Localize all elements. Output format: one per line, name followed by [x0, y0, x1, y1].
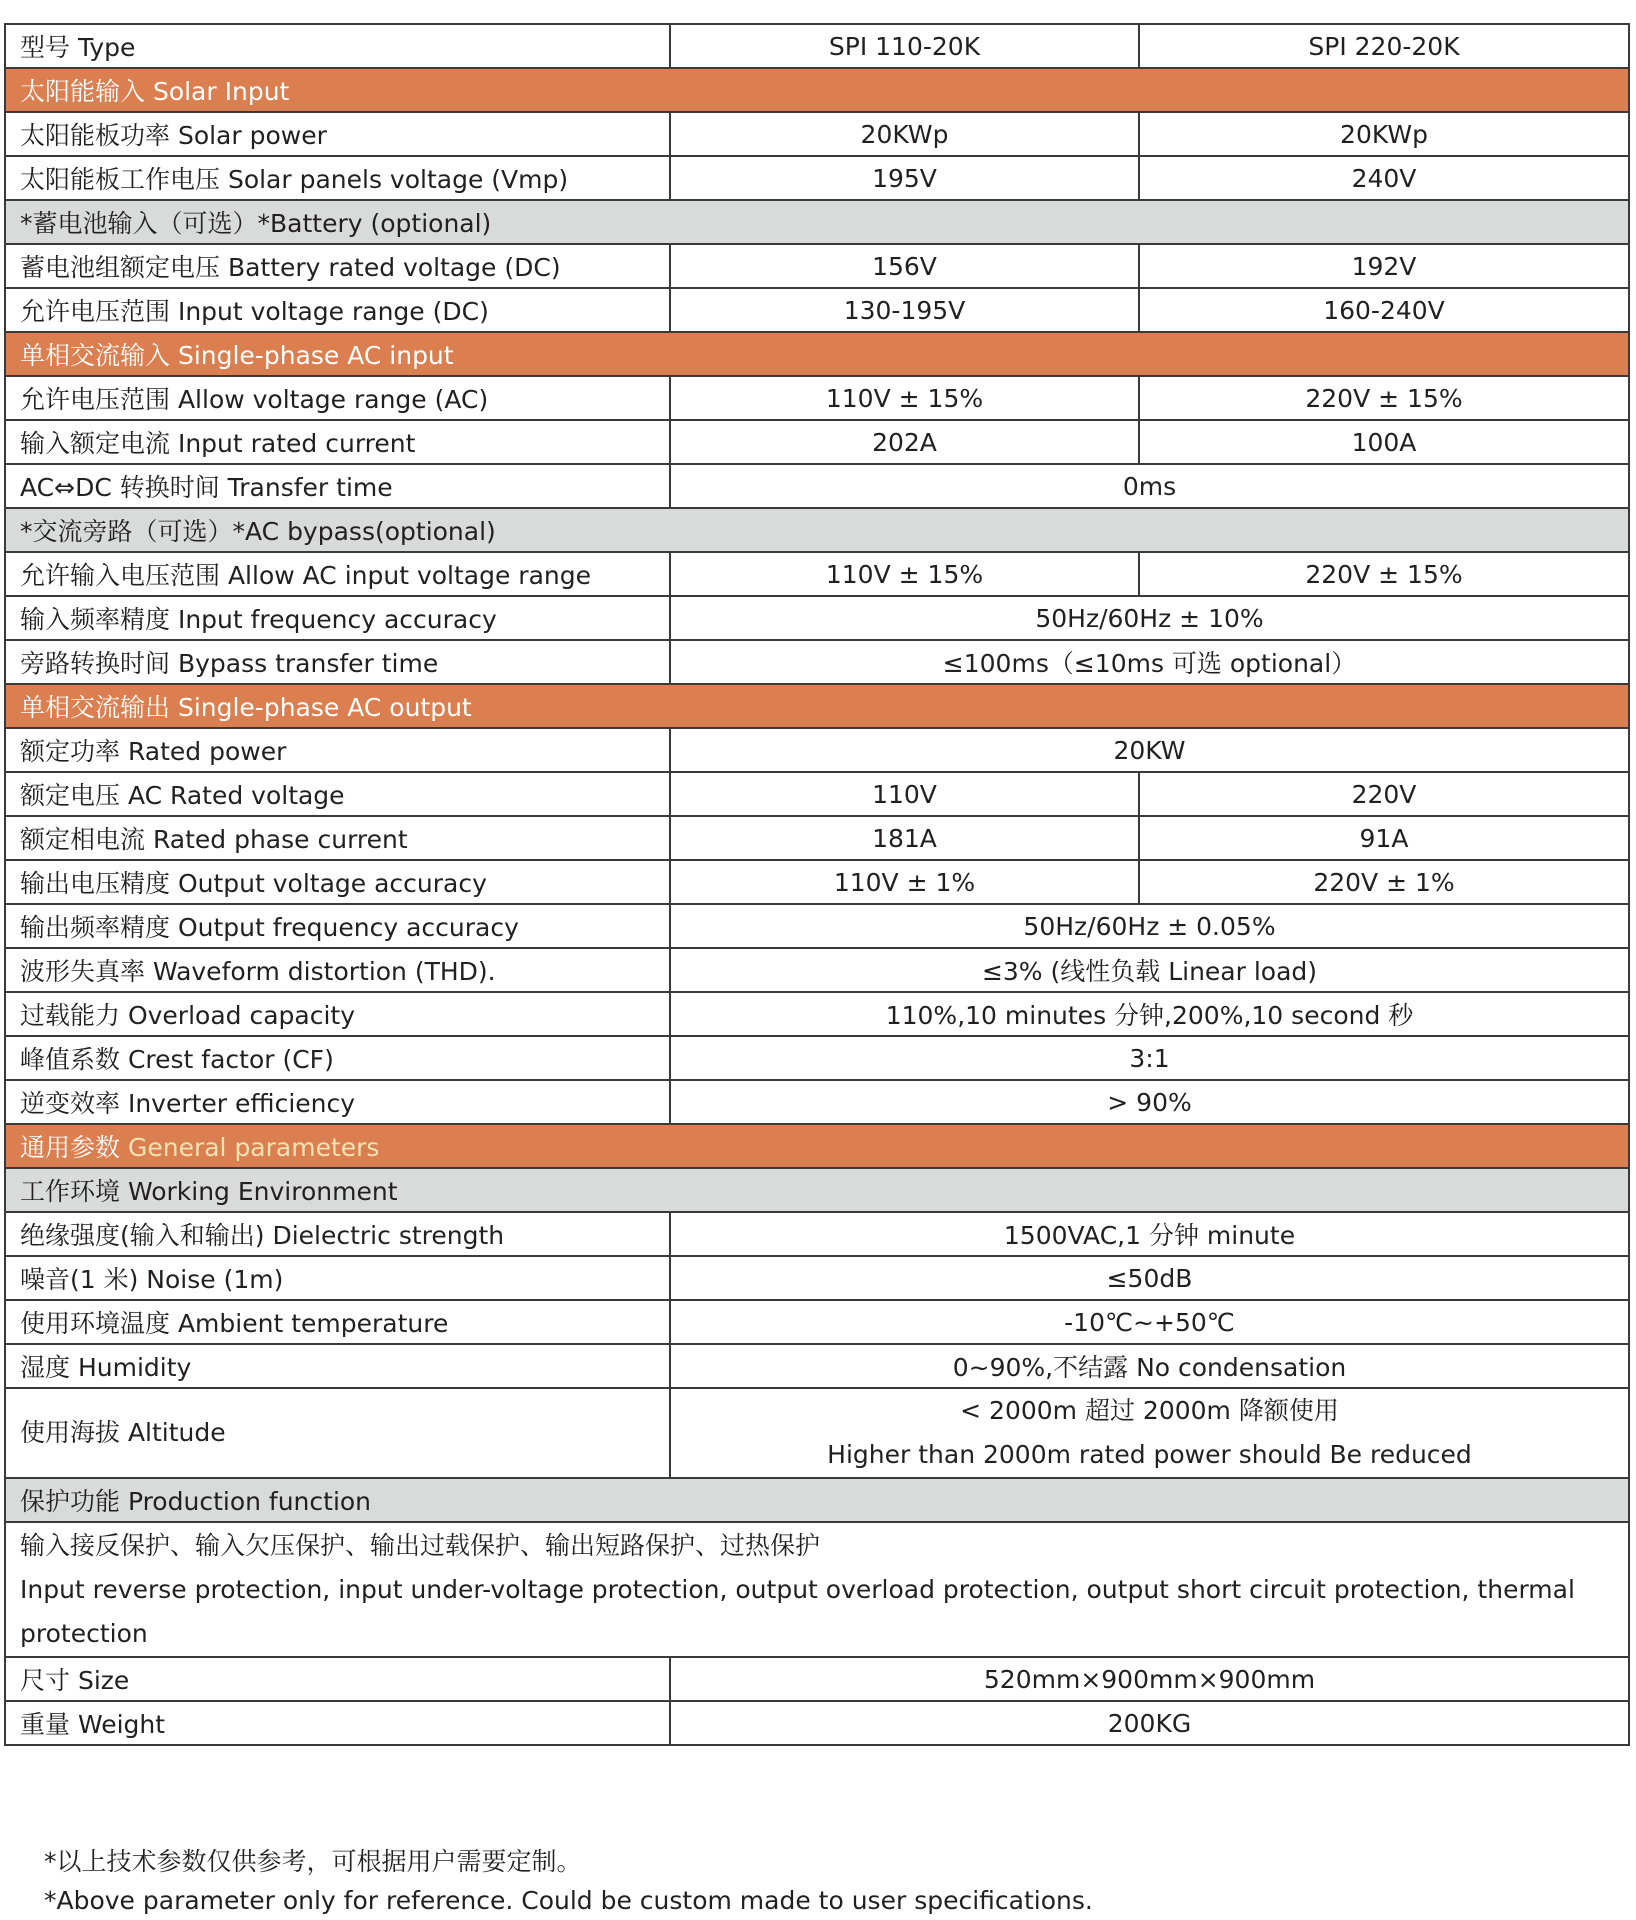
table-row — [5, 1212, 1629, 1256]
spec-table — [4, 23, 1630, 1746]
section-label-cn: 单相交流输出 Single-phase AC output — [20, 693, 472, 722]
section-label-cn: 保护功能 Production function — [20, 1487, 372, 1516]
row-label: 尺寸 Size — [5, 1657, 670, 1701]
row-label: 额定电压 AC Rated voltage — [5, 772, 670, 816]
section-label-cn: 太阳能输入 Solar Input — [20, 77, 290, 106]
value-model-2: 160-240V — [1139, 288, 1629, 332]
table-row — [5, 1036, 1629, 1080]
value-merged: 3:1 — [670, 1036, 1629, 1080]
table-row — [5, 1344, 1629, 1388]
table-row — [5, 860, 1629, 904]
table-row — [5, 1080, 1629, 1124]
protection-text: Input reverse protection, input under-voltage protection, output overload protection, output short circuit protection, thermal protection — [20, 1574, 1575, 1648]
row-label: AC⇔DC 转换时间 Transfer time — [5, 464, 670, 508]
value-merged: -10℃~+50℃ — [670, 1300, 1629, 1344]
model-1: SPI 110-20K — [670, 24, 1139, 68]
row-label: 蓄电池组额定电压 Battery rated voltage (DC) — [5, 244, 670, 288]
row-label: 逆变效率 Inverter efficiency — [5, 1080, 670, 1124]
section-label — [5, 684, 1629, 728]
row-label: 允许电压范围 Input voltage range (DC) — [5, 288, 670, 332]
row-label: 允许输入电压范围 Allow AC input voltage range — [5, 552, 670, 596]
value-model-2: 20KWp — [1139, 112, 1629, 156]
type-label: 型号 Type — [5, 24, 670, 68]
value-model-2: 220V ± 15% — [1139, 376, 1629, 420]
value-model-1: 110V ± 1% — [670, 860, 1139, 904]
value-merged: 1500VAC,1 分钟 minute — [670, 1212, 1629, 1256]
row-label: 输入额定电流 Input rated current — [5, 420, 670, 464]
section-label-en: General parameters — [127, 1133, 380, 1162]
row-label: 过载能力 Overload capacity — [5, 992, 670, 1036]
section-label-cn: 工作环境 Working Environment — [20, 1177, 398, 1206]
row-label: 允许电压范围 Allow voltage range (AC) — [5, 376, 670, 420]
table-row — [5, 1657, 1629, 1701]
table-row — [5, 244, 1629, 288]
value-merged: ≤100ms（≤10ms 可选 optional） — [670, 640, 1629, 684]
row-label: 旁路转换时间 Bypass transfer time — [5, 640, 670, 684]
value-model-1: 20KWp — [670, 112, 1139, 156]
value-model-2: 91A — [1139, 816, 1629, 860]
value-model-2: 220V ± 15% — [1139, 552, 1629, 596]
subsection-header — [5, 508, 1629, 552]
table-row — [5, 1701, 1629, 1745]
value-merged: 50Hz/60Hz ± 10% — [670, 596, 1629, 640]
row-label: 噪音(1 米) Noise (1m) — [5, 1256, 670, 1300]
section-label-cn: 单相交流输入 Single-phase AC input — [20, 341, 454, 370]
value-model-1: 130-195V — [670, 288, 1139, 332]
table-row — [5, 288, 1629, 332]
value-model-2: 220V ± 1% — [1139, 860, 1629, 904]
value-merged: 0~90%,不结露 No condensation — [670, 1344, 1629, 1388]
table-row — [5, 464, 1629, 508]
value-merged: ≤50dB — [670, 1256, 1629, 1300]
table-row — [5, 1300, 1629, 1344]
value-model-1: 181A — [670, 816, 1139, 860]
section-label-cn: 通用参数 — [20, 1133, 121, 1162]
section-header — [5, 68, 1629, 112]
value-merged: 200KG — [670, 1701, 1629, 1745]
section-label-cn: *蓄电池输入（可选）*Battery (optional) — [20, 209, 492, 238]
section-header — [5, 1124, 1629, 1168]
section-label-cn: *交流旁路（可选）*AC bypass(optional) — [20, 517, 496, 546]
row-label: 波形失真率 Waveform distortion (THD). — [5, 948, 670, 992]
protection-cell — [5, 1522, 1629, 1657]
section-label — [5, 68, 1629, 112]
table-row — [5, 992, 1629, 1036]
footnote-en: *Above parameter only for reference. Could be custom made to user specifications. — [44, 1886, 1093, 1915]
row-label: 输出频率精度 Output frequency accuracy — [5, 904, 670, 948]
value-model-2: 240V — [1139, 156, 1629, 200]
footnote-cn: *以上技术参数仅供参考，可根据用户需要定制。 — [44, 1847, 582, 1876]
row-label: 太阳能板功率 Solar power — [5, 112, 670, 156]
value-merged: 0ms — [670, 464, 1629, 508]
row-label: 湿度 Humidity — [5, 1344, 670, 1388]
table-row — [5, 112, 1629, 156]
table-row — [5, 728, 1629, 772]
row-label: 额定功率 Rated power — [5, 728, 670, 772]
table-row — [5, 420, 1629, 464]
section-label — [5, 200, 1629, 244]
value-model-1: 195V — [670, 156, 1139, 200]
section-label — [5, 332, 1629, 376]
subsection-header — [5, 200, 1629, 244]
value-merged: 110%,10 minutes 分钟,200%,10 second 秒 — [670, 992, 1629, 1036]
table-row — [5, 596, 1629, 640]
section-header — [5, 684, 1629, 728]
table-row — [5, 948, 1629, 992]
table-row — [5, 1388, 1629, 1478]
value-merged: 520mm×900mm×900mm — [670, 1657, 1629, 1701]
row-label: 使用环境温度 Ambient temperature — [5, 1300, 670, 1344]
value-model-1: 202A — [670, 420, 1139, 464]
row-label: 额定相电流 Rated phase current — [5, 816, 670, 860]
table-row — [5, 376, 1629, 420]
value-merged: 20KW — [670, 728, 1629, 772]
table-row — [5, 904, 1629, 948]
section-label — [5, 1168, 1629, 1212]
value-merged — [670, 1388, 1629, 1478]
value-model-1: 156V — [670, 244, 1139, 288]
value-merged: > 90% — [670, 1080, 1629, 1124]
value-line: Higher than 2000m rated power should Be reduced — [827, 1440, 1472, 1469]
protection-text: 输入接反保护、输入欠压保护、输出过载保护、输出短路保护、过热保护 — [20, 1530, 821, 1560]
value-model-2: 192V — [1139, 244, 1629, 288]
value-model-2: 220V — [1139, 772, 1629, 816]
table-row — [5, 772, 1629, 816]
row-label: 输出电压精度 Output voltage accuracy — [5, 860, 670, 904]
value-line: < 2000m 超过 2000m 降额使用 — [960, 1396, 1339, 1425]
section-label — [5, 1124, 1629, 1168]
table-row — [5, 640, 1629, 684]
row-label: 太阳能板工作电压 Solar panels voltage (Vmp) — [5, 156, 670, 200]
table-row — [5, 1256, 1629, 1300]
row-label: 峰值系数 Crest factor (CF) — [5, 1036, 670, 1080]
table-row — [5, 156, 1629, 200]
section-label — [5, 508, 1629, 552]
section-label — [5, 1478, 1629, 1522]
model-2: SPI 220-20K — [1139, 24, 1629, 68]
subsection-header — [5, 1168, 1629, 1212]
table-row — [5, 816, 1629, 860]
value-merged: 50Hz/60Hz ± 0.05% — [670, 904, 1629, 948]
subsection-header — [5, 1478, 1629, 1522]
section-header — [5, 332, 1629, 376]
protection-row — [5, 1522, 1629, 1657]
row-label: 绝缘强度(输入和输出) Dielectric strength — [5, 1212, 670, 1256]
table-row — [5, 552, 1629, 596]
header-row — [5, 24, 1629, 68]
value-model-1: 110V — [670, 772, 1139, 816]
value-model-1: 110V ± 15% — [670, 552, 1139, 596]
row-label: 重量 Weight — [5, 1701, 670, 1745]
value-model-1: 110V ± 15% — [670, 376, 1139, 420]
row-label: 输入频率精度 Input frequency accuracy — [5, 596, 670, 640]
row-label: 使用海拔 Altitude — [5, 1388, 670, 1478]
value-merged: ≤3% (线性负载 Linear load) — [670, 948, 1629, 992]
value-model-2: 100A — [1139, 420, 1629, 464]
